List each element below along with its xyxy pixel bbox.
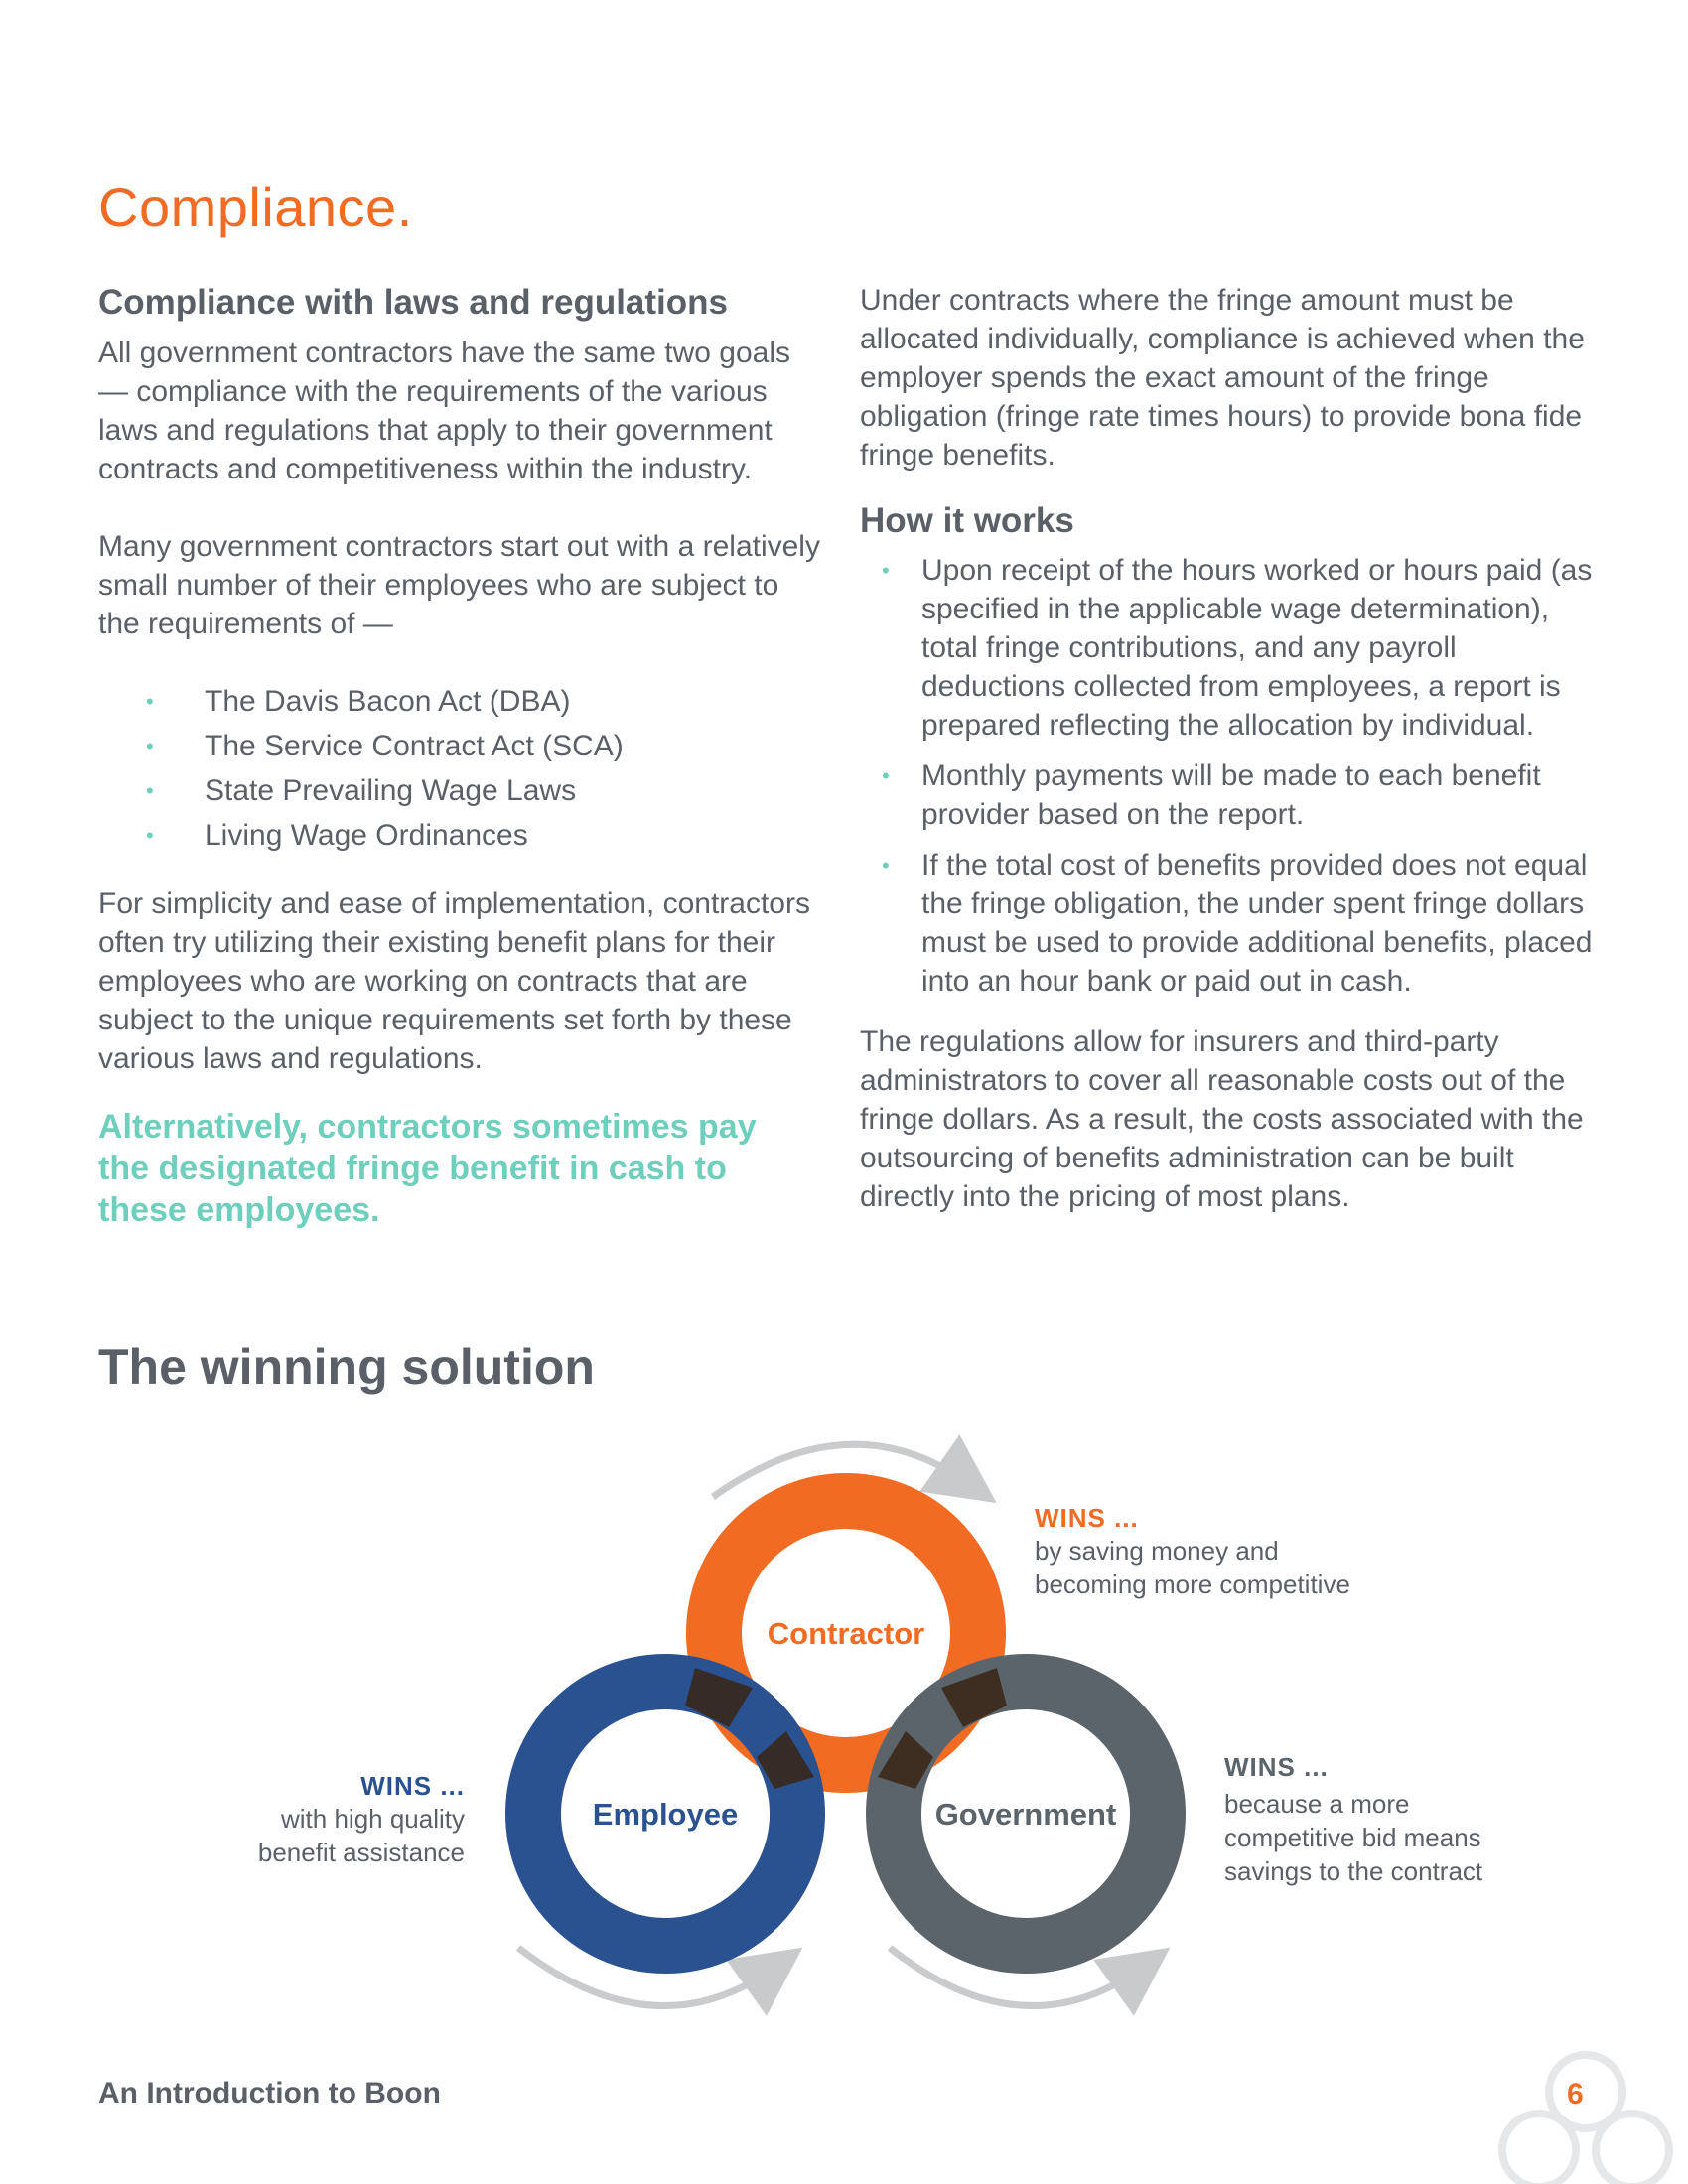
contractor-wins-line: becoming more competitive [1035,1570,1350,1599]
employee-wins-heading: WINS ... [360,1771,465,1801]
government-wins-heading: WINS ... [1224,1752,1329,1782]
boon-logo-icon [1476,2047,1688,2184]
contractors-paragraph: Many government contractors start out with a relatively small number of their employees who are subject to the requirements of — [98,530,820,640]
list-item: • Upon receipt of the hours worked or hours paid (as specified in the applicable wage determination), total fringe contributions, and any payroll deductions collected from employees, a report is prepared reflecting the allocation by individual. [860,551,1595,745]
government-label: Government [934,1797,1117,1832]
winning-solution-diagram [0,1410,1688,2045]
section-title: The winning solution [98,1339,595,1395]
page-number: 6 [1567,2078,1584,2111]
employee-wins-line: with high quality [281,1804,465,1834]
law-list [98,679,823,858]
list-item: • Living Wage Ordinances [98,813,823,858]
fringe-intro-paragraph: Under contracts where the fringe amount must be allocated individually, compliance is achieved when the employer spends the exact amount of the fringe obligation (fringe rate times hours) to provide bona fide fringe benefits. [860,284,1585,472]
employee-wins-line: benefit assistance [257,1838,465,1867]
government-wins [1224,1752,1482,1888]
how-it-works-heading: How it works [860,501,1074,540]
list-item: • If the total cost of benefits provided does not equal the fringe obligation, the under spent fringe dollars must be used to provide additional benefits, placed into an hour bank or paid out in cash. [860,846,1595,1001]
intro-paragraph: All government contractors have the same two goals — compliance with the requirements of the various laws and regulations that apply to their government contracts and competitiveness within the industry. [98,337,791,485]
footer-title: An Introduction to Boon [98,2077,441,2110]
right-column [860,281,1595,1216]
contractor-label: Contractor [767,1616,925,1651]
government-wins-line: competitive bid means [1224,1823,1481,1852]
government-wins-line: savings to the contract [1224,1856,1483,1886]
simplicity-paragraph: For simplicity and ease of implementation, contractors often try utilizing their existing benefit plans for their employees who are working on contracts that are subject to the unique requirements set forth by these various laws and regulations. [98,887,810,1075]
contractor-wins-line: by saving money and [1035,1536,1279,1566]
employee-wins [258,1771,465,1869]
left-column [98,281,823,1231]
contractor-wins [1035,1503,1350,1601]
employee-label: Employee [592,1797,739,1832]
list-item: • State Prevailing Wage Laws [98,768,823,813]
contractor-wins-heading: WINS ... [1035,1503,1139,1533]
how-it-works-list [860,551,1595,1001]
compliance-heading: Compliance with laws and regulations [98,283,728,322]
callout-quote: Alternatively, contractors sometimes pay the designated fringe benefit in cash to these employees. [98,1108,757,1229]
list-item: • The Davis Bacon Act (DBA) [98,679,823,724]
closing-paragraph: The regulations allow for insurers and third-party administrators to cover all reasonable costs out of the fringe dollars. As a result, the costs associated with the outsourcing of benefits administration can be built directly into the pricing of most plans. [860,1025,1584,1213]
government-wins-line: because a more [1224,1789,1410,1819]
list-item: • Monthly payments will be made to each benefit provider based on the report. [860,756,1595,834]
list-item: • The Service Contract Act (SCA) [98,724,823,768]
page-title: Compliance. [98,176,413,238]
